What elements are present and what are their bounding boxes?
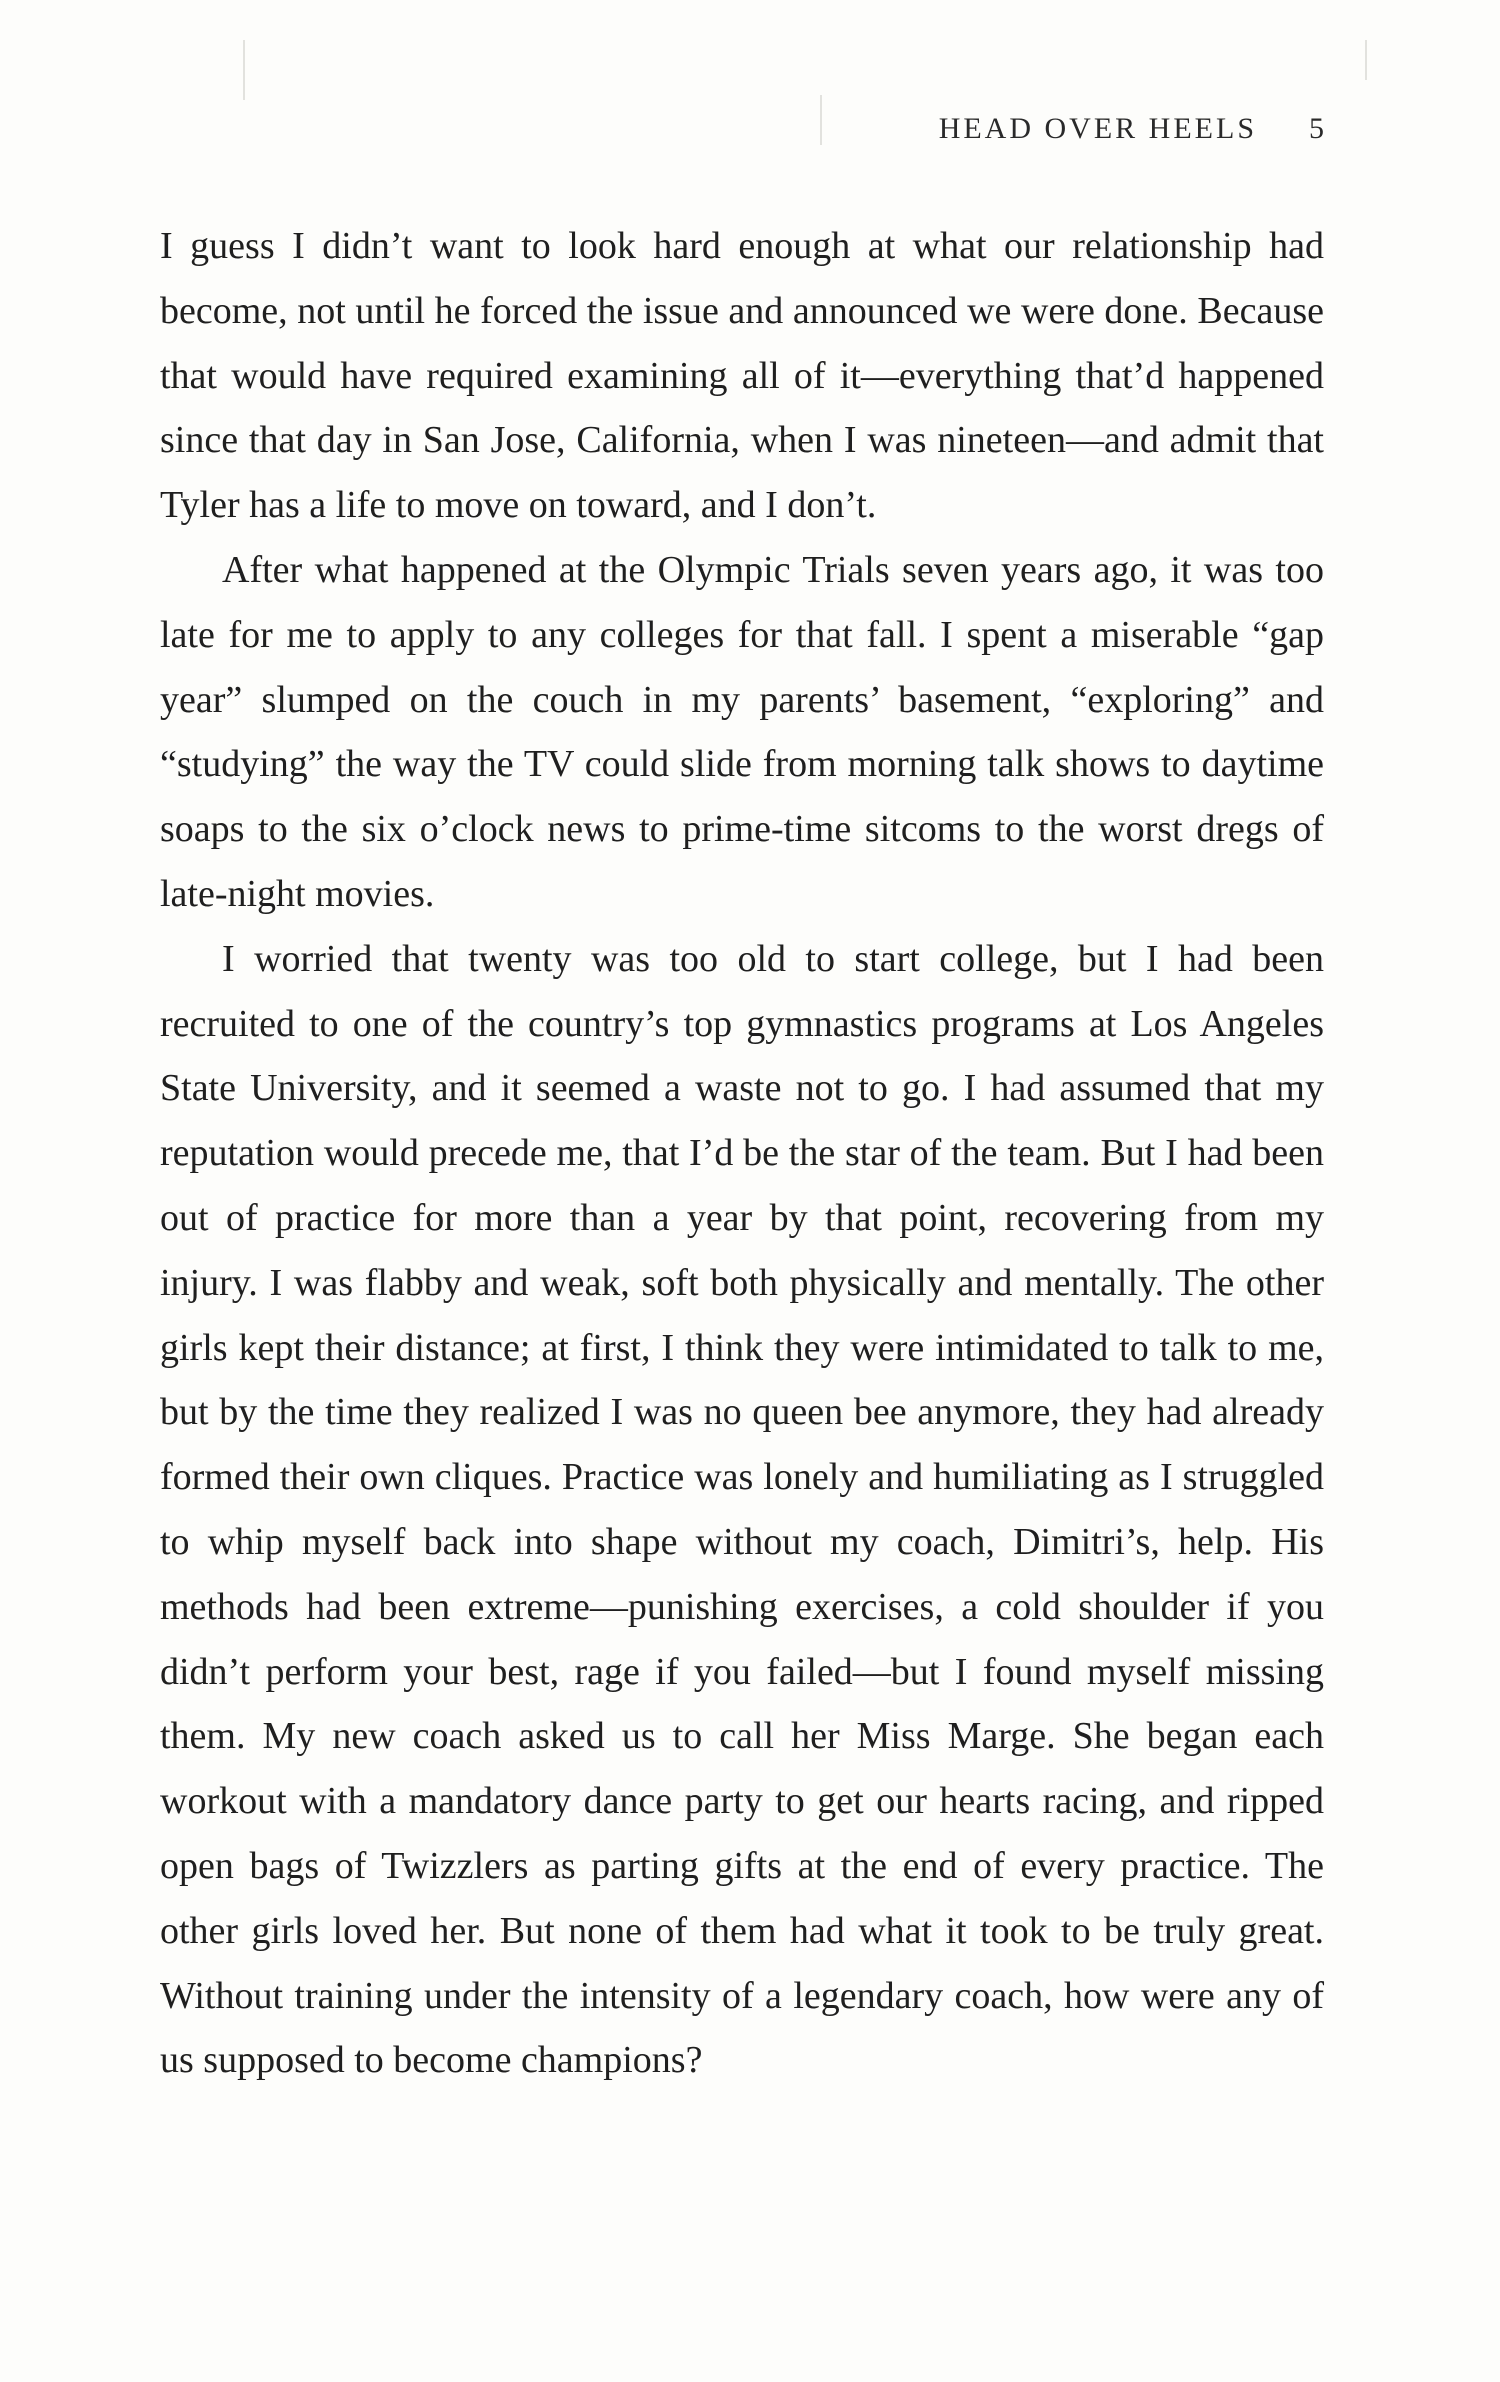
paragraph: I guess I didn’t want to look hard enough at what our relationship had become, not until he forced the issue and announced we were done. Because that would have required examining all of it—everything that’d happened since that day in San Jose, California, when I was nineteen—and admit that Tyler has a life to move on toward, and I don’t. bbox=[160, 225, 1324, 527]
running-head bbox=[160, 112, 1324, 146]
body-text bbox=[160, 214, 1324, 2093]
scan-artifact bbox=[243, 40, 245, 100]
paragraph: After what happened at the Olympic Trials seven years ago, it was too late for me to apply to any colleges for that fall. I spent a miserable “gap year” slumped on the couch in my parents’ basement, “exploring” and “studying” the way the TV could slide from morning talk shows to daytime soaps to the six o’clock news to prime-time sitcoms to the worst dregs of late-night movies. bbox=[160, 548, 1324, 915]
scan-artifact bbox=[1365, 40, 1367, 80]
book-title: HEAD OVER HEELS bbox=[938, 112, 1257, 145]
paragraph: I worried that twenty was too old to start college, but I had been recruited to one of the country’s top gymnastics programs at Los Angeles State University, and it seemed a waste not to go. I had assumed that my reputation would precede me, that I’d be the star of the team. But I had been out of practice for more than a year by that point, recovering from my injury. I was flabby and weak, soft both physically and mentally. The other girls kept their distance; at first, I think they were intimidated to talk to me, but by the time they realized I was no queen bee anymore, they had already formed their own cliques. Practice was lonely and humiliating as I struggled to whip myself back into shape without my coach, Dimitri’s, help. His methods had been extreme—punishing exercises, a cold shoulder if you didn’t perform your best, rage if you failed—but I found myself missing them. My new coach asked us to call her Miss Marge. She began each workout with a mandatory dance party to get our hearts racing, and ripped open bags of Twizzlers as parting gifts at the end of every practice. The other girls loved her. But none of them had what it took to be truly great. Without training under the intensity of a legendary coach, how were any of us supposed to become champions? bbox=[160, 937, 1324, 2082]
page-number: 5 bbox=[1309, 112, 1324, 145]
